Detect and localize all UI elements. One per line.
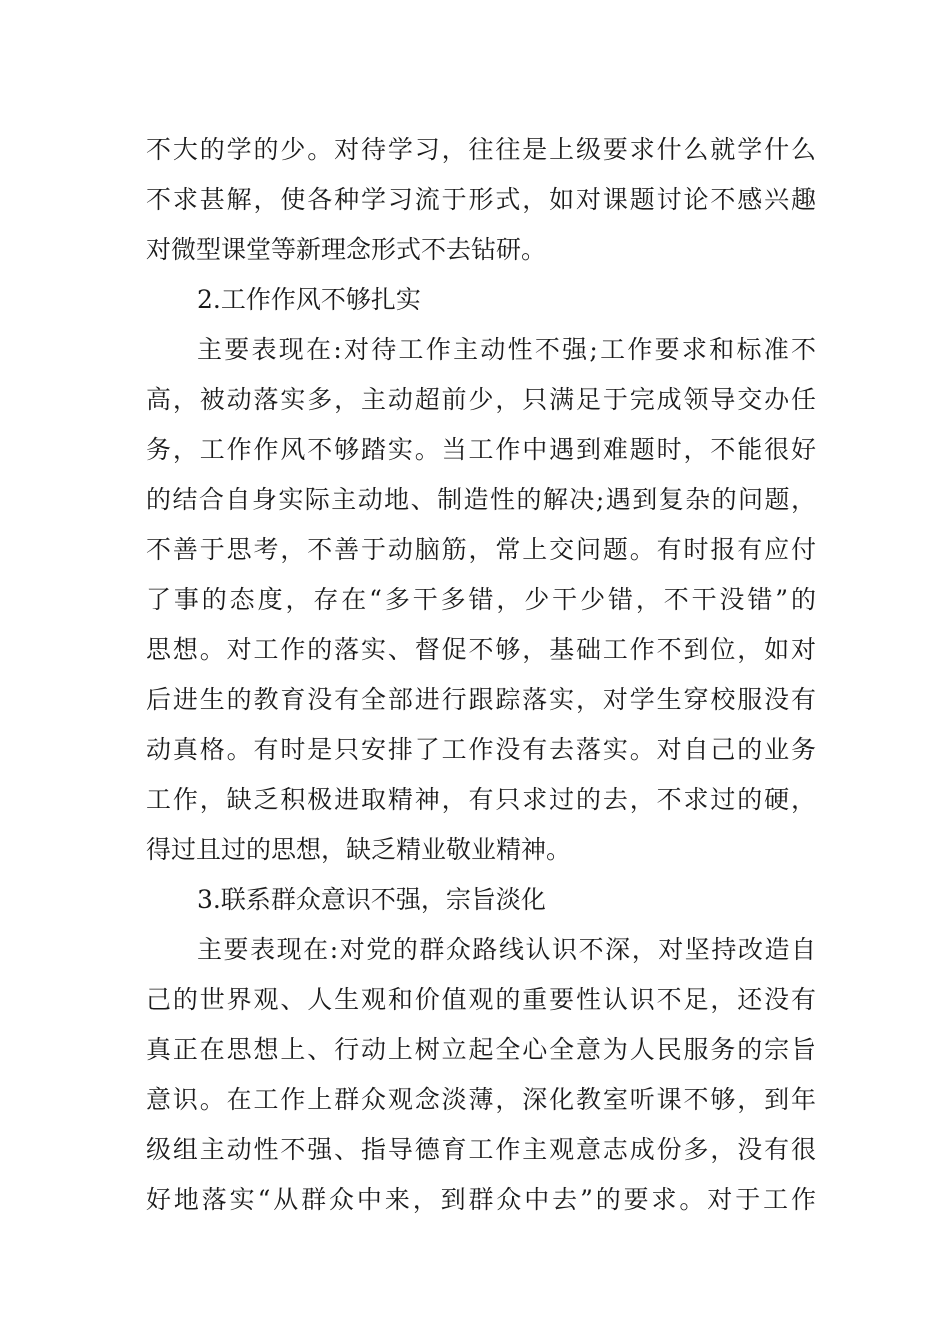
paragraph-line: 的结合自身实际主动地、制造性的解决;遇到复杂的问题， bbox=[146, 485, 816, 514]
paragraph-line: 思想。对工作的落实、督促不够，基础工作不到位，如对 bbox=[146, 635, 816, 664]
paragraph-line: 不善于思考，不善于动脑筋，常上交问题。有时报有应付 bbox=[146, 535, 816, 564]
paragraph-line: 不求甚解，使各种学习流于形式，如对课题讨论不感兴趣 bbox=[146, 185, 816, 214]
paragraph-line: 真正在思想上、行动上树立起全心全意为人民服务的宗旨 bbox=[146, 1035, 816, 1064]
section-heading: 2.工作作风不够扎实 bbox=[197, 285, 421, 314]
paragraph-line: 意识。在工作上群众观念淡薄，深化教室听课不够，到年 bbox=[146, 1085, 816, 1114]
paragraph-line: 动真格。有时是只安排了工作没有去落实。对自己的业务 bbox=[146, 735, 816, 764]
section-heading: 3.联系群众意识不强，宗旨淡化 bbox=[197, 885, 546, 914]
paragraph-line: 不大的学的少。对待学习，往往是上级要求什么就学什么 bbox=[146, 135, 816, 164]
paragraph-line: 高，被动落实多，主动超前少，只满足于完成领导交办任 bbox=[146, 385, 816, 414]
paragraph-line: 对微型课堂等新理念形式不去钻研。 bbox=[146, 235, 547, 264]
paragraph-line: 级组主动性不强、指导德育工作主观意志成份多，没有很 bbox=[146, 1135, 816, 1164]
paragraph-line: 了事的态度，存在“多干多错，少干少错，不干没错”的 bbox=[146, 585, 816, 614]
paragraph-line: 己的世界观、人生观和价值观的重要性认识不足，还没有 bbox=[146, 985, 816, 1014]
paragraph-line: 主要表现在:对待工作主动性不强;工作要求和标准不 bbox=[197, 335, 816, 364]
paragraph-line: 主要表现在:对党的群众路线认识不深，对坚持改造自 bbox=[197, 935, 816, 964]
paragraph-line: 工作，缺乏积极进取精神，有只求过的去，不求过的硬， bbox=[146, 785, 816, 814]
paragraph-line: 好地落实“从群众中来，到群众中去”的要求。对于工作 bbox=[146, 1185, 816, 1214]
paragraph-line: 务，工作作风不够踏实。当工作中遇到难题时，不能很好 bbox=[146, 435, 816, 464]
paragraph-line: 后进生的教育没有全部进行跟踪落实，对学生穿校服没有 bbox=[146, 685, 816, 714]
paragraph-line: 得过且过的思想，缺乏精业敬业精神。 bbox=[146, 835, 572, 864]
